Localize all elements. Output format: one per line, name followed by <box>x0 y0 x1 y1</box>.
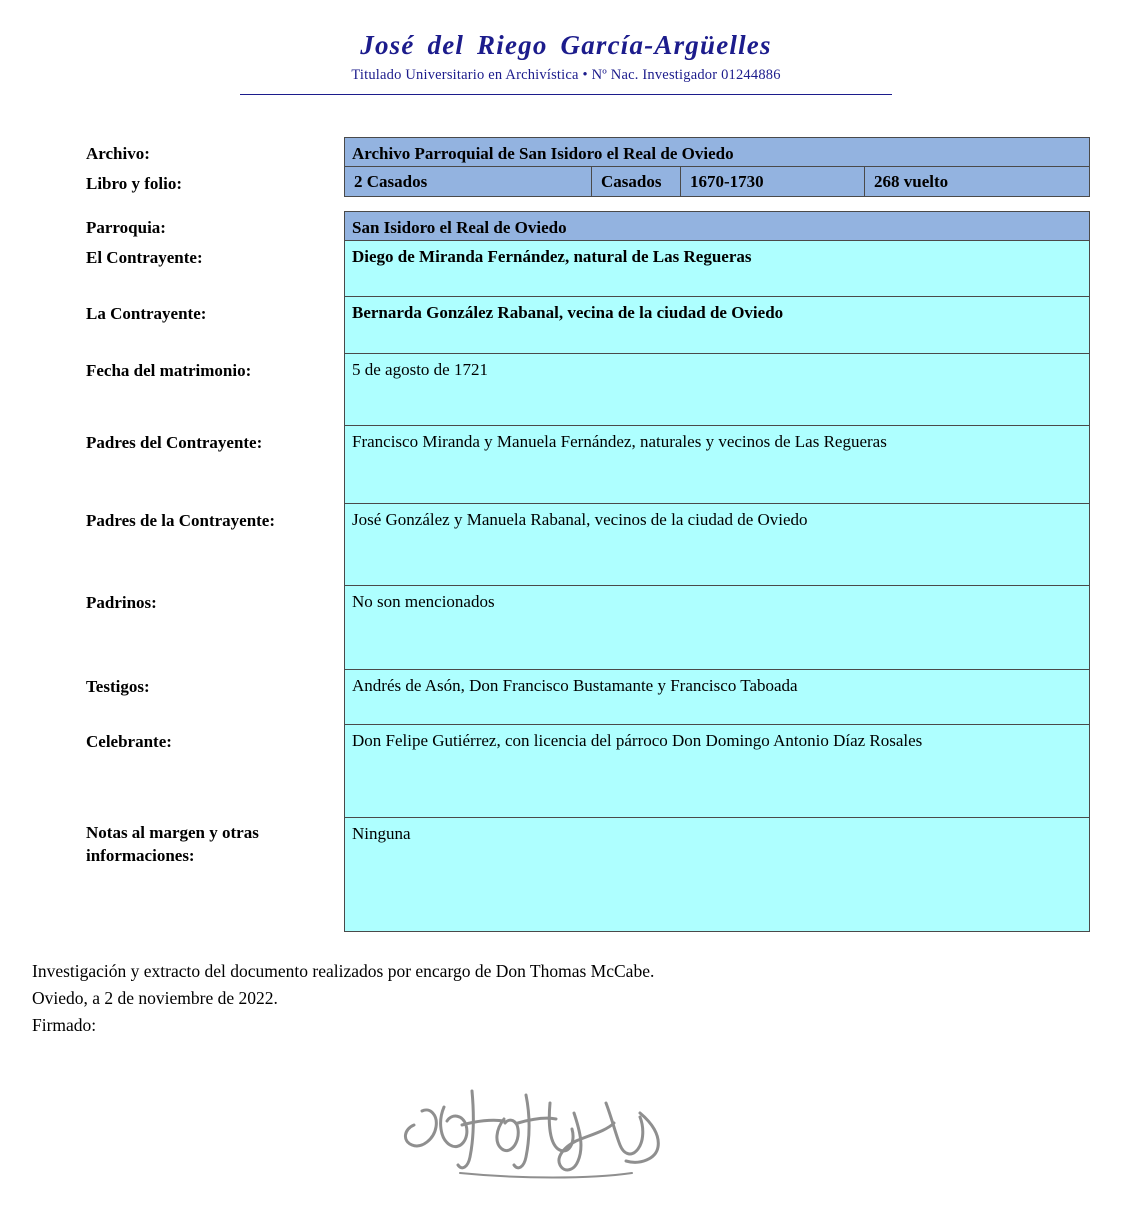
form-row-padres-contrayente <box>86 426 1090 504</box>
form-row-contrayente-femenino <box>86 297 1090 354</box>
value-libro: 2 Casados <box>345 167 592 196</box>
label-fecha: Fecha del matrimonio: <box>86 361 252 380</box>
footer-line-commission: Investigación y extracto del documento realizados por encargo de Don Thomas McCabe. <box>32 961 655 981</box>
label-archivo: Archivo: <box>86 144 150 163</box>
value-archivo: Archivo Parroquial de San Isidoro el Real de Oviedo <box>344 137 1090 167</box>
value-parroquia: San Isidoro el Real de Oviedo <box>344 211 1090 241</box>
handwritten-signature <box>400 1073 730 1193</box>
label-celebrante: Celebrante: <box>86 732 172 751</box>
value-fecha: 5 de agosto de 1721 <box>344 354 1090 426</box>
letterhead-divider <box>240 94 892 95</box>
label-padrinos: Padrinos: <box>86 593 157 612</box>
label-padres-contrayenta: Padres de la Contrayente: <box>86 511 276 530</box>
label-contrayente-femenino: La Contrayente: <box>86 304 207 323</box>
value-contrayente-masculino: Diego de Miranda Fernández, natural de Las Regueras <box>344 241 1090 297</box>
footer-line-signed: Firmado: <box>32 1015 97 1036</box>
form-row-parroquia <box>86 211 1090 241</box>
form-row-notas <box>86 818 1090 932</box>
form-row-celebrante <box>86 725 1090 818</box>
form-row-padrinos <box>86 586 1090 670</box>
form-row-contrayente-masculino <box>86 241 1090 297</box>
label-padres-contrayente: Padres del Contrayente: <box>86 433 263 452</box>
footer-line-place-date: Oviedo, a 2 de noviembre de 2022. <box>32 988 278 1009</box>
footer <box>0 958 1132 1039</box>
spacer <box>86 197 1090 211</box>
value-folio: 268 vuelto <box>865 167 1089 196</box>
value-celebrante: Don Felipe Gutiérrez, con licencia del párroco Don Domingo Antonio Díaz Rosales <box>344 725 1090 818</box>
value-padres-contrayente: Francisco Miranda y Manuela Fernández, naturales y vecinos de Las Regueras <box>344 426 1090 504</box>
letterhead-subtitle: Titulado Universitario en Archivística • Nº Nac. Investigador 01244886 <box>351 67 781 83</box>
form-row-padres-contrayenta <box>86 504 1090 586</box>
form-row-libro-folio <box>86 167 1090 197</box>
label-notas: Notas al margen y otras informaciones: <box>86 823 259 865</box>
letterhead <box>0 0 1132 95</box>
record-form <box>0 137 1132 932</box>
label-contrayente-masculino: El Contrayente: <box>86 248 203 267</box>
value-notas: Ninguna <box>344 818 1090 932</box>
label-libro-folio: Libro y folio: <box>86 174 183 193</box>
value-testigos: Andrés de Asón, Don Francisco Bustamante y Francisco Taboada <box>344 670 1090 725</box>
form-row-archivo <box>86 137 1090 167</box>
value-tipo: Casados <box>592 167 681 196</box>
value-padrinos: No son mencionados <box>344 586 1090 670</box>
signature-area <box>0 1073 1132 1193</box>
letterhead-name: José del Riego García-Argüelles <box>360 30 772 60</box>
value-libro-folio-group <box>344 167 1090 197</box>
value-padres-contrayenta: José González y Manuela Rabanal, vecinos de la ciudad de Oviedo <box>344 504 1090 586</box>
value-contrayente-femenino: Bernarda González Rabanal, vecina de la ciudad de Oviedo <box>344 297 1090 354</box>
label-testigos: Testigos: <box>86 677 150 696</box>
value-anios: 1670-1730 <box>681 167 865 196</box>
form-row-testigos <box>86 670 1090 725</box>
label-parroquia: Parroquia: <box>86 218 166 237</box>
form-row-fecha <box>86 354 1090 426</box>
